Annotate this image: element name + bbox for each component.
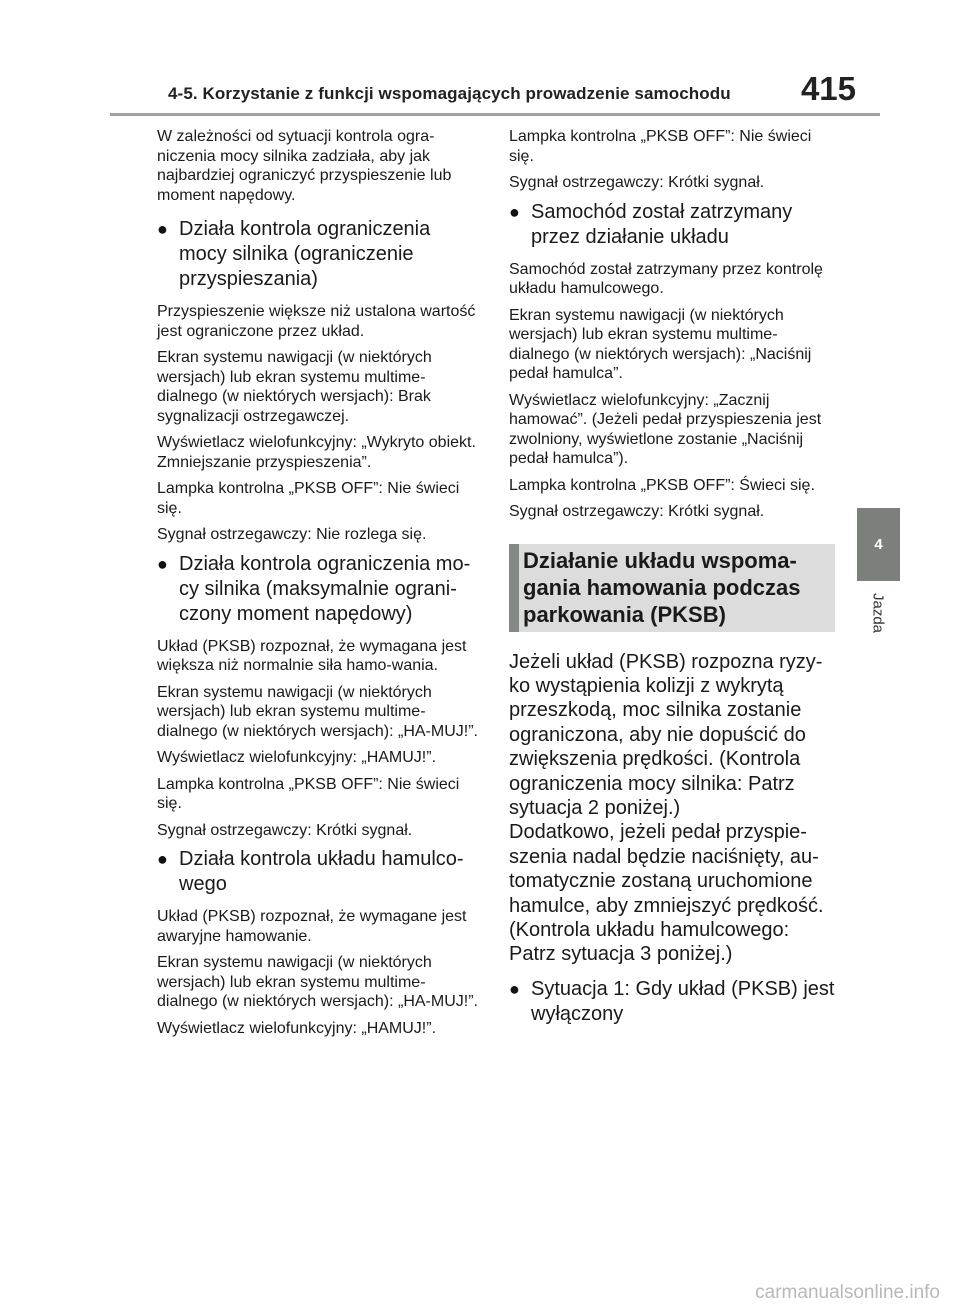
paragraph: Wyświetlacz wielofunkcyjny: „Zacznij hamować”. (Jeżeli pedał przyspieszenia jest zwolniony, wyświetlone zostanie „Naciśnij pedał hamulca”). bbox=[509, 391, 822, 467]
bullet-heading-1: ● Działa kontrola ograniczenia mocy silnika (ograniczenie przyspieszania) bbox=[157, 218, 431, 290]
bullet-dot-icon: ● bbox=[157, 849, 168, 869]
bullet-heading-2: ● Działa kontrola ograniczenia mo-cy silnika (maksymalnie ograni-czony moment napędowy) bbox=[157, 552, 471, 625]
chapter-side-label: Jazda bbox=[869, 593, 887, 634]
large-paragraph: Jeżeli układ (PKSB) rozpozna ryzy-ko wystąpienia kolizji z wykrytą przeszkodą, moc silnika zostanie ograniczona, aby nie dopuścić do zwiększenia prędkości. (Kontrola ograniczenia mocy silnika: Patrz sytuacja 2 poniżej.) bbox=[509, 650, 823, 819]
header-divider bbox=[110, 113, 880, 116]
paragraph: Sygnał ostrzegawczy: Krótki sygnał. bbox=[157, 821, 413, 839]
paragraph: Ekran systemu nawigacji (w niektórych wersjach) lub ekran systemu multime-dialnego (w niektórych wersjach): „Naciśnij pedał hamulca”. bbox=[509, 306, 812, 382]
paragraph: Sygnał ostrzegawczy: Krótki sygnał. bbox=[509, 174, 765, 191]
paragraph: Lampka kontrolna „PKSB OFF”: Nie świeci się. bbox=[157, 775, 460, 812]
paragraph: Ekran systemu nawigacji (w niektórych wersjach) lub ekran systemu multime-dialnego (w niektórych wersjach): Brak sygnalizacji ostrzegawczej. bbox=[157, 349, 432, 425]
paragraph: Lampka kontrolna „PKSB OFF”: Nie świeci się. bbox=[509, 128, 812, 165]
paragraph: Układ (PKSB) rozpoznał, że wymagana jest większa niż normalnie siła hamo-wania. bbox=[157, 637, 467, 674]
bullet-dot-icon: ● bbox=[157, 553, 168, 574]
intro-paragraph: W zależności od sytuacji kontrola ogra-niczenia mocy silnika zadziała, aby jak najbardziej ograniczyć przyspieszenie lub moment napędowy. bbox=[157, 128, 452, 204]
paragraph: Sygnał ostrzegawczy: Nie rozlega się. bbox=[157, 526, 427, 543]
paragraph: Ekran systemu nawigacji (w niektórych wersjach) lub ekran systemu multime-dialnego (w niektórych wersjach): „HA-MUJ!”. bbox=[157, 683, 478, 740]
page-number: 415 bbox=[800, 70, 856, 107]
bullet-heading-3: ● Działa kontrola układu hamulco-wego bbox=[157, 848, 464, 895]
watermark: carmanualsonline.info bbox=[755, 1282, 940, 1303]
right-column bbox=[509, 127, 835, 1037]
paragraph: Wyświetlacz wielofunkcyjny: „HAMUJ!”. bbox=[157, 1019, 437, 1037]
paragraph: Przyspieszenie większe niż ustalona wartość jest ograniczone przez układ. bbox=[157, 303, 476, 340]
left-column bbox=[157, 127, 479, 1045]
paragraph: Lampka kontrolna „PKSB OFF”: Świeci się. bbox=[509, 476, 815, 494]
large-paragraph: Dodatkowo, jeżeli pedał przyspie-szenia nadal będzie naciśnięty, au-tomatycznie zostaną uruchomione hamulce, aby zmniejszyć prędkość. (Kontrola układu hamulcowego: Patrz sytuacja 3 poniżej.) bbox=[509, 821, 824, 966]
paragraph: Wyświetlacz wielofunkcyjny: „HAMUJ!”. bbox=[157, 749, 437, 766]
paragraph: Samochód został zatrzymany przez kontrolę układu hamulcowego. bbox=[509, 260, 823, 297]
bullet-dot-icon: ● bbox=[157, 219, 168, 239]
chapter-tab: 4 bbox=[857, 508, 900, 581]
paragraph: Lampka kontrolna „PKSB OFF”: Nie świeci się. bbox=[157, 480, 460, 517]
chapter-header: 4-5. Korzystanie z funkcji wspomagających prowadzenie samochodu bbox=[168, 84, 731, 103]
section-heading-box: Działanie układu wspoma-gania hamowania podczas parkowania (PKSB) bbox=[509, 544, 835, 632]
paragraph: Wyświetlacz wielofunkcyjny: „Wykryto obiekt. Zmniejszanie przyspieszenia”. bbox=[157, 434, 476, 471]
bullet-heading-4: ● Samochód został zatrzymany przez działanie układu bbox=[509, 200, 793, 248]
paragraph: Ekran systemu nawigacji (w niektórych wersjach) lub ekran systemu multime-dialnego (w niektórych wersjach): „HA-MUJ!”. bbox=[157, 954, 478, 1010]
bullet-dot-icon: ● bbox=[509, 978, 520, 999]
bullet-dot-icon: ● bbox=[509, 201, 520, 222]
paragraph: Układ (PKSB) rozpoznał, że wymagane jest awaryjne hamowanie. bbox=[157, 908, 467, 945]
paragraph: Sygnał ostrzegawczy: Krótki sygnał. bbox=[509, 503, 765, 520]
bullet-heading-5: ● Sytuacja 1: Gdy układ (PKSB) jest wyłączony bbox=[509, 977, 835, 1025]
